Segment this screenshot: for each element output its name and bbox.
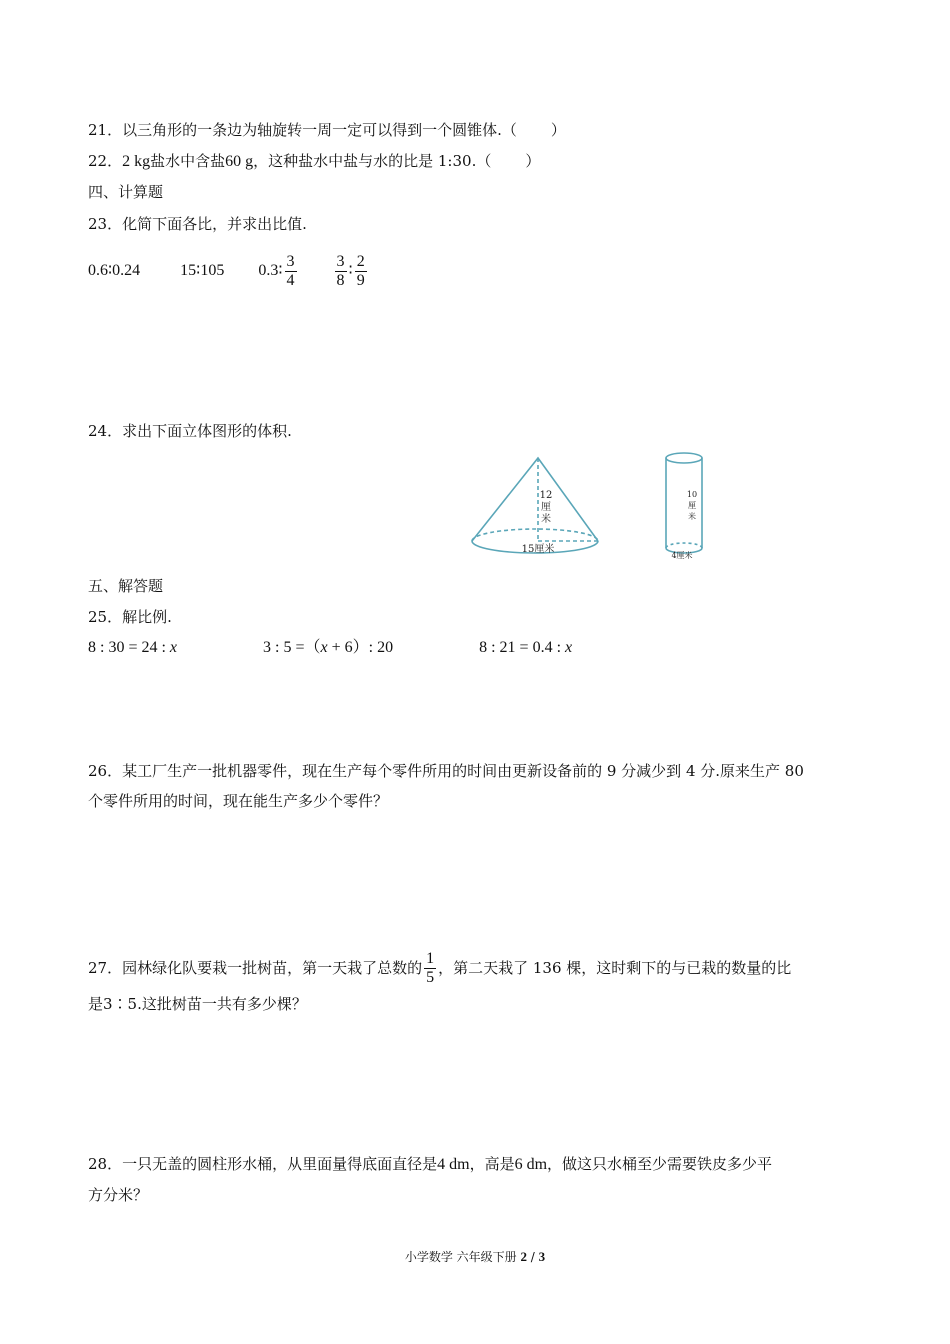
question-number: 25． — [88, 608, 123, 626]
salt-value: 60 g — [225, 153, 254, 170]
cone-height-label-1: 12 — [539, 490, 553, 501]
cylinder-height-label-2: 厘 — [688, 501, 696, 510]
fraction: $\frac{1}{5}$ — [426, 949, 435, 986]
fraction: $\frac{2}{9}$ — [356, 252, 365, 289]
question-text: 化简下面各比，并求出比值. — [122, 215, 307, 233]
question-text: 盐水中含盐 — [150, 152, 226, 170]
fraction: $\frac{3}{4}$ — [286, 252, 295, 289]
question-number: 23． — [88, 215, 123, 233]
question-text: 求出下面立体图形的体积. — [122, 422, 292, 440]
equation-2: 3 : 5 =（x + 6）: 20 — [263, 639, 394, 656]
question-23 — [88, 214, 307, 234]
question-25 — [88, 607, 172, 627]
question-line-2: 个零件所用的时间，现在能生产多少个零件？ — [88, 792, 389, 810]
page-number: 2 — [520, 1249, 527, 1264]
cone-height-label-3: 米 — [541, 514, 551, 525]
equation-3: 8 : 21 = 0.4 : x — [479, 639, 573, 656]
bracket-close: ） — [550, 121, 566, 139]
question-21 — [88, 120, 566, 140]
equation-1: 8 : 30 = 24 : x — [88, 639, 178, 656]
cylinder-height-label-3: 米 — [688, 512, 696, 521]
ratio-expression-2: 15∶105 — [180, 262, 225, 279]
question-line-1: 28．一只无盖的圆柱形水桶，从里面量得底面直径是4 dm，高是6 dm，做这只水桶至少需要铁皮多少平 — [88, 1155, 773, 1173]
fraction: $\frac{3}{8}$ — [336, 252, 345, 289]
question-22 — [88, 151, 540, 172]
ratio-expression-3: 0.3∶ $\frac{3}{4}$ — [258, 252, 295, 289]
section-heading-4: 四、计算题 — [88, 183, 164, 201]
question-text-2: ，这种盐水中盐与水的比是 1:30.（ — [253, 152, 492, 170]
cone-height-label-2: 厘 — [541, 502, 551, 513]
ratio-expression-1: 0.6∶0.24 — [88, 262, 141, 279]
page-separator: / — [530, 1250, 535, 1264]
question-number: 24． — [88, 422, 123, 440]
question-26 — [88, 761, 868, 811]
cylinder-base-label: 4厘米 — [671, 551, 693, 560]
ratio-expression-4: $\frac{3}{8}$ ∶ $\frac{2}{9}$ — [336, 252, 365, 289]
question-line-2: 是3∶5.这批树苗一共有多少棵？ — [88, 995, 307, 1013]
cone-base-label: 15厘米 — [521, 544, 555, 555]
question-text: 以三角形的一条边为轴旋转一周一定可以得到一个圆锥体.（ — [122, 121, 517, 139]
section-heading-5: 五、解答题 — [88, 577, 164, 595]
cone-figure — [466, 450, 606, 560]
mass-value: 2 kg — [122, 153, 151, 170]
page-footer — [0, 1248, 950, 1265]
proportion-equations — [88, 638, 572, 658]
ratio-expressions — [88, 248, 369, 294]
question-line-1: 27． 园林绿化队要栽一批树苗，第一天栽了总数的 $\frac{1}{5}$ ，第二天栽了 136 棵，这时剩下的与已栽的数量的比 — [88, 949, 792, 986]
question-27 — [88, 946, 868, 1014]
question-number: 22． — [88, 152, 123, 170]
question-line-1: 26．某工厂生产一批机器零件，现在生产每个零件所用的时间由更新设备前的 9 分减少到 4 分.原来生产 80 — [88, 762, 804, 780]
page-total: 3 — [538, 1249, 546, 1264]
question-line-2: 方分米？ — [88, 1186, 149, 1204]
cylinder-figure — [656, 448, 716, 564]
cylinder-height-label-1: 10 — [686, 490, 698, 499]
bracket-close: ） — [525, 152, 541, 170]
question-28 — [88, 1154, 868, 1205]
question-text: 解比例. — [122, 608, 172, 626]
footer-text: 小学数学 六年级下册 — [404, 1250, 517, 1264]
question-number: 21． — [88, 121, 123, 139]
question-24 — [88, 421, 292, 441]
